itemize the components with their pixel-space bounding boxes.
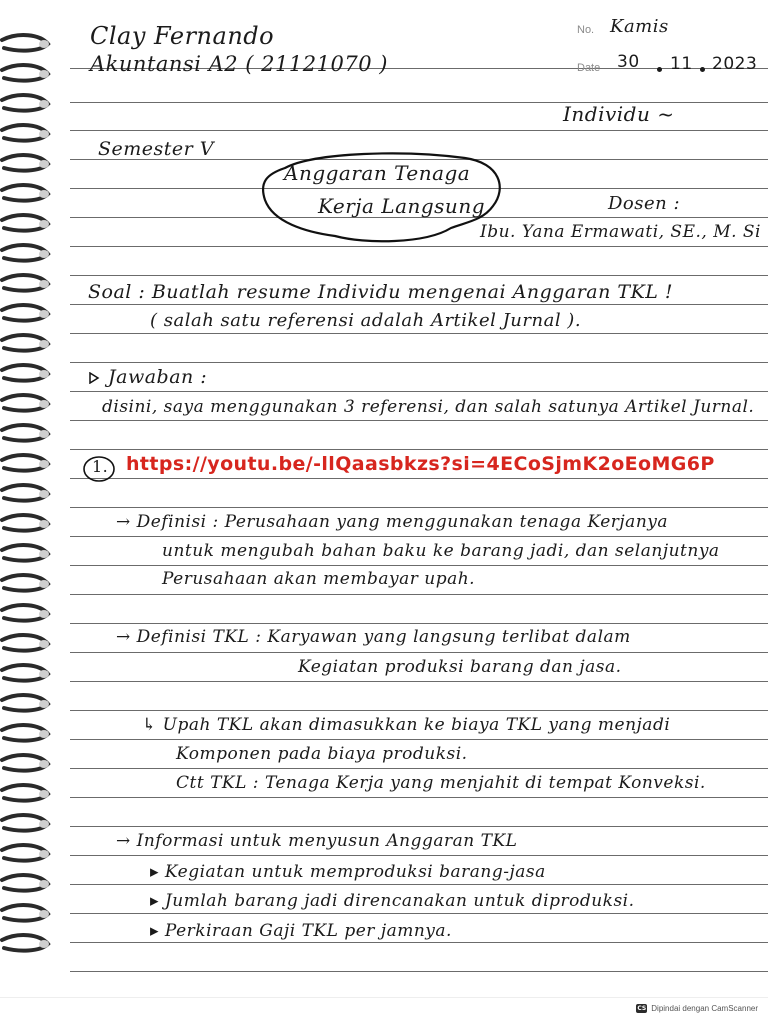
binding-hole — [39, 670, 49, 678]
ruled-line — [70, 420, 768, 421]
spiral-binding — [0, 30, 64, 970]
binding-hole — [39, 370, 49, 378]
binding-hole — [39, 940, 49, 948]
ruled-line — [70, 739, 768, 740]
ruled-line — [70, 478, 768, 479]
binding-hole — [39, 700, 49, 708]
binding-hole — [39, 130, 49, 138]
binding-hole — [39, 460, 49, 468]
date-day: 30 — [617, 52, 640, 72]
ruled-line — [70, 391, 768, 392]
ruled-line — [70, 884, 768, 885]
ruled-line — [70, 536, 768, 537]
ruled-line — [70, 971, 768, 972]
binding-hole — [39, 280, 49, 288]
ruled-line — [70, 768, 768, 769]
binding-hole — [39, 610, 49, 618]
no-label: No. — [577, 24, 595, 36]
ruled-line — [70, 681, 768, 682]
binding-hole — [39, 880, 49, 888]
note-line: Perusahaan akan membayar upah. — [162, 569, 476, 589]
binding-hole — [39, 490, 49, 498]
date-dot — [700, 67, 705, 72]
note-line: ▸ Jumlah barang jadi direncanakan untuk diproduksi. — [150, 891, 635, 911]
note-line: Komponen pada biaya produksi. — [176, 744, 468, 764]
binding-hole — [39, 760, 49, 768]
binding-hole — [39, 850, 49, 858]
binding-hole — [39, 820, 49, 828]
title-line-2: Kerja Langsung — [318, 194, 485, 218]
binding-hole — [39, 160, 49, 168]
date-dot — [657, 67, 662, 72]
date-month: 11 — [670, 54, 693, 74]
note-line: untuk mengubah bahan baku ke barang jadi, dan selanjutnya — [162, 541, 720, 561]
ruled-line — [70, 855, 768, 856]
date-year: 2023 — [712, 54, 758, 74]
ruled-line — [70, 797, 768, 798]
binding-hole — [39, 640, 49, 648]
ruled-line — [70, 710, 768, 711]
ruled-line — [70, 594, 768, 595]
binding-hole — [39, 70, 49, 78]
binding-hole — [39, 790, 49, 798]
binding-hole — [39, 190, 49, 198]
ruled-line — [70, 275, 768, 276]
binding-hole — [39, 430, 49, 438]
class-id: Akuntansi A2 ( 21121070 ) — [90, 52, 388, 76]
date-label: Date — [577, 62, 601, 74]
binding-hole — [39, 220, 49, 228]
note-line: ↳ Upah TKL akan dimasukkan ke biaya TKL yang menjadi — [142, 715, 671, 735]
scanner-watermark — [636, 1004, 758, 1013]
student-name: Clay Fernando — [90, 22, 275, 50]
individual-tag: Individu ~ — [563, 102, 675, 126]
binding-hole — [39, 340, 49, 348]
binding-hole — [39, 310, 49, 318]
note-line: → Informasi untuk menyusun Anggaran TKL — [116, 831, 518, 851]
binding-hole — [39, 40, 49, 48]
binding-hole — [39, 400, 49, 408]
ruled-line — [70, 362, 768, 363]
ruled-line — [70, 333, 768, 334]
ruled-line — [70, 565, 768, 566]
scan-footer — [0, 997, 768, 1024]
ruled-line — [70, 130, 768, 131]
binding-hole — [39, 910, 49, 918]
day-value: Kamis — [610, 16, 669, 37]
question-line-1: Soal : Buatlah resume Individu mengenai Anggaran TKL ! — [88, 281, 674, 303]
note-line: Kegiatan produksi barang dan jasa. — [298, 657, 622, 677]
ruled-line — [70, 826, 768, 827]
note-line: ▸ Kegiatan untuk memproduksi barang-jasa — [150, 862, 546, 882]
ruled-line — [70, 942, 768, 943]
binding-hole — [39, 730, 49, 738]
answer-intro: disini, saya menggunakan 3 referensi, dan salah satunya Artikel Jurnal. — [102, 397, 755, 417]
note-line: Ctt TKL : Tenaga Kerja yang menjahit di tempat Konveksi. — [176, 773, 706, 793]
note-line: → Definisi : Perusahaan yang menggunakan tenaga Kerjanya — [116, 512, 669, 532]
binding-hole — [39, 250, 49, 258]
ruled-line — [70, 304, 768, 305]
answer-label: Jawaban : — [108, 366, 208, 388]
camscanner-icon: CS — [637, 1005, 647, 1012]
ruled-line — [70, 507, 768, 508]
ruled-line — [70, 623, 768, 624]
title-line-1: Anggaran Tenaga — [284, 161, 471, 185]
semester: Semester V — [98, 138, 214, 160]
binding-hole — [39, 580, 49, 588]
binding-hole — [39, 100, 49, 108]
ruled-line — [70, 449, 768, 450]
note-line: ▸ Perkiraan Gaji TKL per jamnya. — [150, 921, 452, 941]
lecturer-label: Dosen : — [608, 193, 681, 214]
ruled-line — [70, 913, 768, 914]
binding-hole — [39, 550, 49, 558]
binding-hole — [39, 520, 49, 528]
scanner-text: Dipindai dengan CamScanner — [651, 1004, 758, 1013]
note-line: → Definisi TKL : Karyawan yang langsung terlibat dalam — [116, 627, 631, 647]
triangle-bullet-icon — [88, 372, 100, 384]
reference-number: 1. — [92, 457, 109, 476]
lecturer-name: Ibu. Yana Ermawati, SE., M. Si — [480, 222, 761, 242]
question-line-2: ( salah satu referensi adalah Artikel Jurnal ). — [150, 310, 582, 331]
reference-link[interactable]: https://youtu.be/-llQaasbkzs?si=4ECoSjmK2oEoMG6P — [126, 453, 715, 475]
ruled-line — [70, 652, 768, 653]
